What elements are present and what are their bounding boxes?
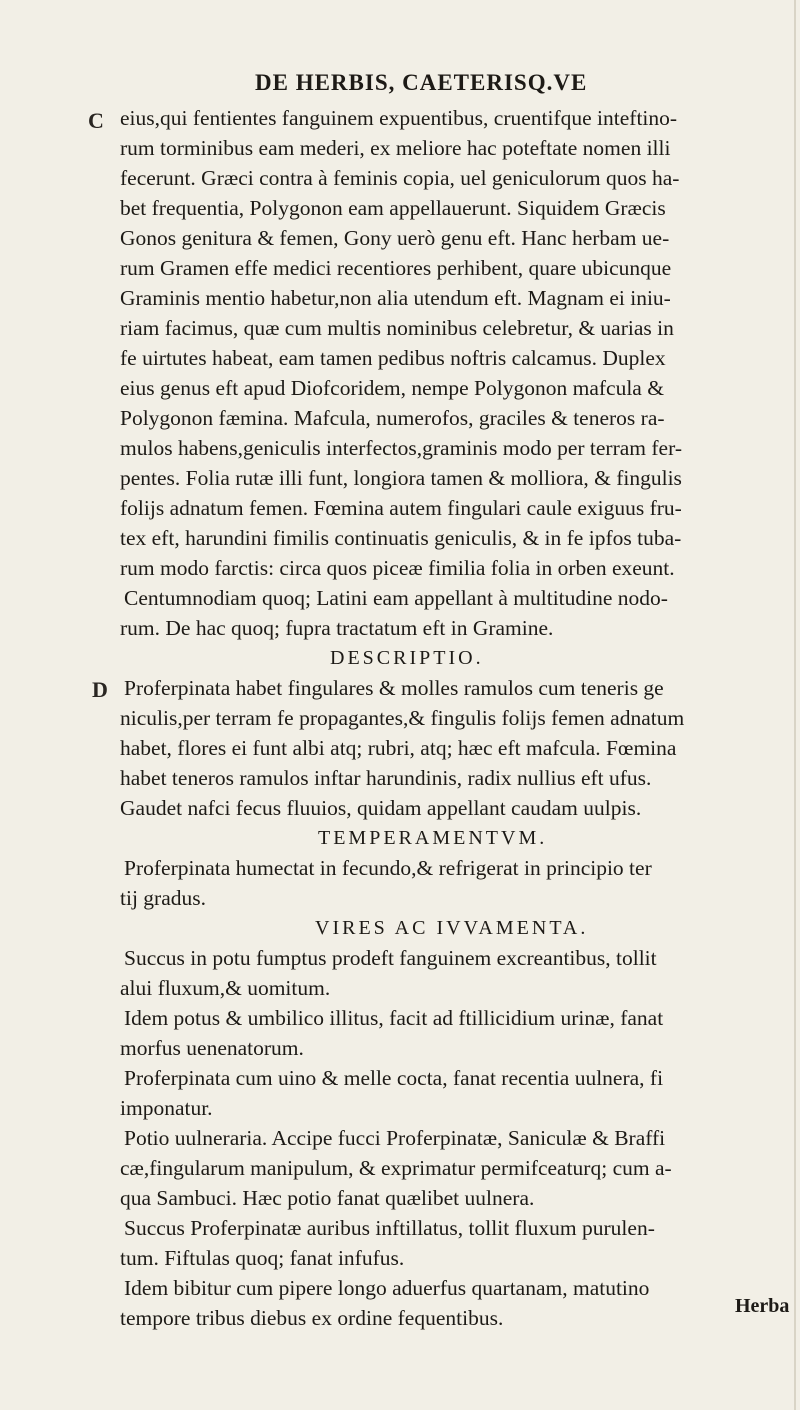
text-line: rum torminibus eam mederi, ex meliore hac poteftate nomen illi	[120, 136, 671, 160]
text-line: alui fluxum,& uomitum.	[120, 976, 331, 1000]
text-line: riam facimus, quæ cum multis nominibus celebretur, & uarias in	[120, 316, 674, 340]
text-line: pentes. Folia rutæ illi funt, longiora tamen & molliora, & fingulis	[120, 466, 682, 490]
main-text	[120, 103, 788, 1333]
text-line: habet, flores ei funt albi atq; rubri, atq; hæc eft mafcula. Fœmina	[120, 736, 677, 760]
text-line: habet teneros ramulos inftar harundinis, radix nullius eft ufus.	[120, 766, 652, 790]
text-line: niculis,per terram fe propagantes,& fingulis folijs femen adnatum	[120, 706, 685, 730]
section-heading-temperamentum: TEMPERAMENTVM.	[318, 827, 548, 849]
text-line: imponatur.	[120, 1096, 213, 1120]
text-line: qua Sambuci. Hæc potio fanat quælibet uulnera.	[120, 1186, 535, 1210]
text-line: Gonos genitura & femen, Gony uerò genu eft. Hanc herbam ue-	[120, 226, 670, 250]
text-line: Graminis mentio habetur,non alia utendum eft. Magnam ei iniu-	[120, 286, 671, 310]
text-line: morfus uenenatorum.	[120, 1036, 304, 1060]
text-line: Gaudet nafci fecus fluuios, quidam appellant caudam uulpis.	[120, 796, 642, 820]
text-line: rum. De hac quoq; fupra tractatum eft in Gramine.	[120, 616, 554, 640]
text-line: Succus in potu fumptus prodeft fanguinem excreantibus, tollit	[124, 946, 657, 970]
text-line: fecerunt. Græci contra à feminis copia, uel geniculorum quos ha-	[120, 166, 680, 190]
text-line: tex eft, harundini fimilis continuatis geniculis, & in fe ipfos tuba-	[120, 526, 682, 550]
text-line: tij gradus.	[120, 886, 206, 910]
text-line: Succus Proferpinatæ auribus inftillatus, tollit fluxum purulen-	[124, 1216, 655, 1240]
text-line: tempore tribus diebus ex ordine fequentibus.	[120, 1306, 504, 1330]
text-line: rum modo farctis: circa quos piceæ fimilia folia in orben exeunt.	[120, 556, 675, 580]
text-line: eius,qui fentientes fanguinem expuentibus, cruentifque inteftino-	[120, 106, 678, 130]
margin-letter-d: D	[92, 677, 108, 702]
text-line: Polygonon fæmina. Mafcula, numerofos, graciles & teneros ra-	[120, 406, 665, 430]
text-line: cæ,fingularum manipulum, & exprimatur permifceaturq; cum a-	[120, 1156, 672, 1180]
text-line: mulos habens,geniculis interfectos,graminis modo per terram fer-	[120, 436, 682, 460]
text-line: Idem bibitur cum pipere longo aduerfus quartanam, matutino	[124, 1276, 650, 1300]
text-line: bet frequentia, Polygonon eam appellauerunt. Siquidem Græcis	[120, 196, 666, 220]
text-line: folijs adnatum femen. Fœmina autem fingulari caule exiguus fru-	[120, 496, 682, 520]
text-line: Proferpinata habet fingulares & molles ramulos cum teneris ge	[124, 676, 664, 700]
text-line: Proferpinata cum uino & melle cocta, fanat recentia uulnera, fi	[124, 1066, 664, 1090]
catchword: Herba	[735, 1295, 790, 1317]
text-line: Potio uulneraria. Accipe fucci Proferpinatæ, Saniculæ & Braffi	[124, 1126, 666, 1150]
text-line: Proferpinata humectat in fecundo,& refrigerat in principio ter	[124, 856, 652, 880]
text-line: eius genus eft apud Diofcoridem, nempe Polygonon mafcula &	[120, 376, 664, 400]
text-line: Centumnodiam quoq; Latini eam appellant à multitudine nodo-	[124, 586, 668, 610]
section-heading-descriptio: DESCRIPTIO.	[330, 647, 484, 669]
text-line: Idem potus & umbilico illitus, facit ad ftillicidium urinæ, fanat	[124, 1006, 664, 1030]
margin-letter-c: C	[88, 108, 104, 133]
text-line: tum. Fiftulas quoq; fanat infufus.	[120, 1246, 405, 1270]
text-line: rum Gramen effe medici recentiores perhibent, quare ubicunque	[120, 256, 672, 280]
section-heading-vires: VIRES AC IVVAMENTA.	[315, 917, 589, 939]
text-line: fe uirtutes habeat, eam tamen pedibus noftris calcamus. Duplex	[120, 346, 666, 370]
page-edge	[794, 0, 796, 1410]
running-head: DE HERBIS, CAETERISQ.VE	[255, 70, 588, 95]
